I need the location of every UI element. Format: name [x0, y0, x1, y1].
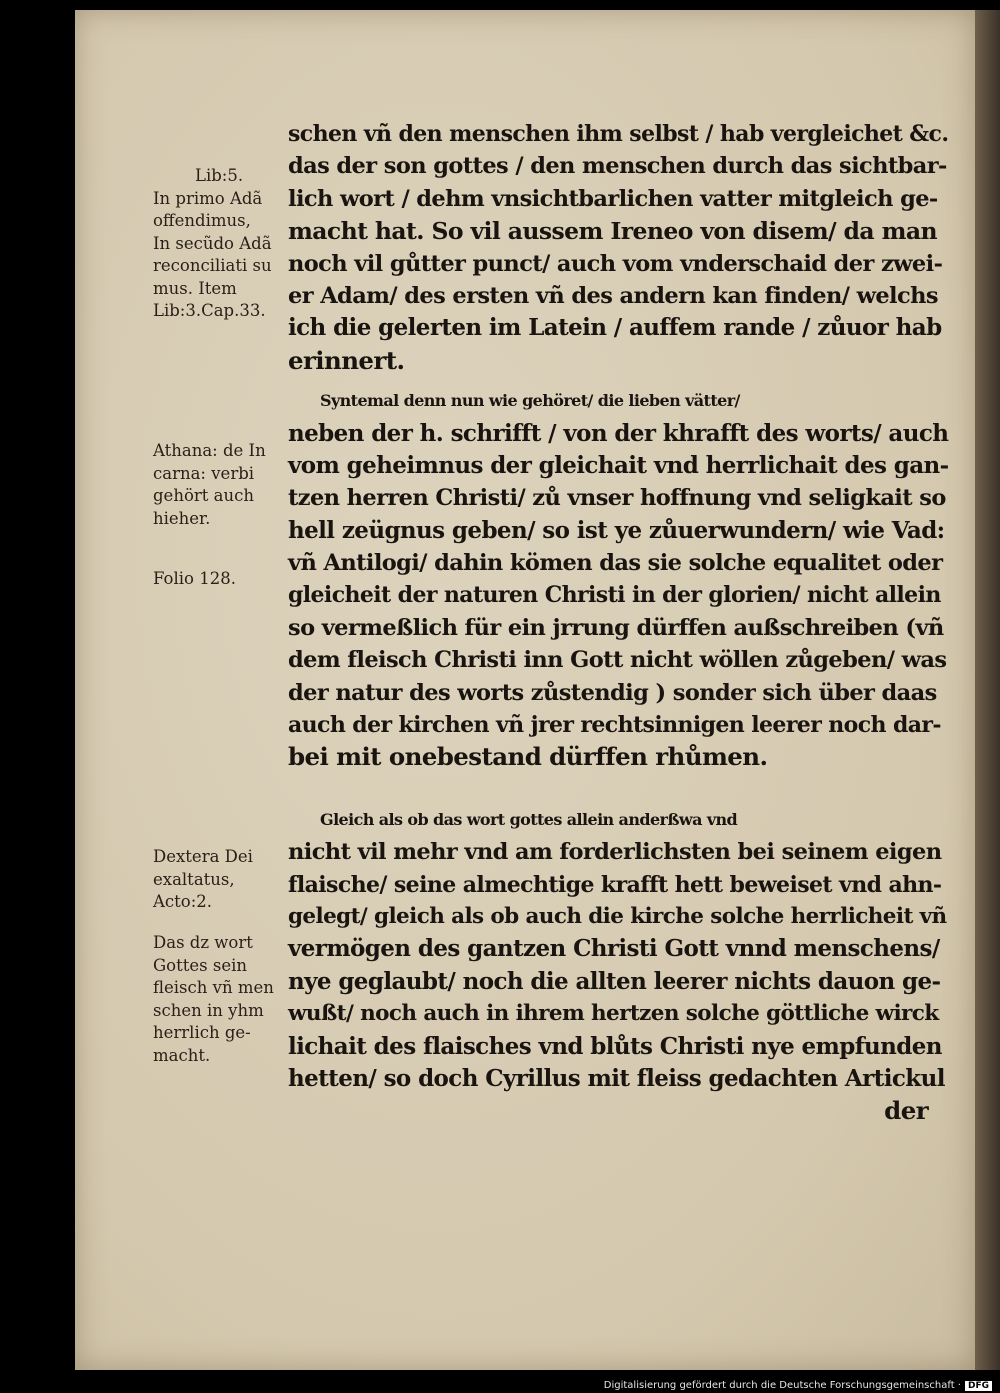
margin-note-3: Folio 128. — [153, 569, 236, 588]
text-line: nicht vil mehr vnd am forderlichsten bei seinem eigen — [288, 839, 942, 866]
text-line: vermögen des gantzen Christi Gott vnnd menschens/ — [288, 935, 940, 963]
margin-note-4: Dextera Dei exaltatus, Acto:2. — [153, 847, 253, 911]
margin-note-5: Das dz wort Gottes sein fleisch vñ men schen in yhm herrlich ge- macht. — [153, 933, 274, 1065]
text-line: bei mit onebestand dürffen rhůmen. — [288, 742, 768, 772]
text-line: gleicheit der naturen Christi in der glorien/ nicht allein — [288, 582, 941, 609]
text-line: gelegt/ gleich als ob auch die kirche solche herrlicheit vñ — [288, 903, 947, 929]
margin-note-2: Athana: de In carna: verbi gehört auch hieher. — [153, 441, 266, 528]
catchword: der — [884, 1096, 928, 1126]
footer — [604, 1380, 992, 1391]
text-line: Syntemal denn nun wie gehöret/ die lieben vätter/ — [320, 391, 740, 411]
text-line: hetten/ so doch Cyrillus mit fleiss gedachten Artickul — [288, 1064, 945, 1092]
footer-text: Digitalisierung gefördert durch die Deutsche Forschungsgemeinschaft · — [603, 1380, 961, 1391]
text-line: vom geheimnus der gleichait vnd herrlichait des gan- — [288, 451, 949, 479]
text-line: neben der h. schrifft / von der khrafft des worts/ auch — [288, 419, 949, 447]
paragraph-3 — [288, 804, 948, 1096]
text-line: hell zeügnus geben/ so ist ye zůuerwundern/ wie Vad: — [288, 516, 945, 544]
text-line: ich die gelerten im Latein / auffem rande / zůuor hab — [288, 314, 942, 342]
text-line: wußt/ noch auch in ihrem hertzen solche göttliche wirck — [288, 1001, 939, 1027]
text-line: das der son gottes / den menschen durch das sichtbar- — [288, 153, 947, 180]
text-line: Gleich als ob das wort gottes allein anderßwa vnd — [320, 809, 738, 829]
text-line: macht hat. So vil aussem Ireneo von disem/ da man — [288, 217, 937, 246]
text-line: tzen herren Christi/ zů vnser hoffnung vnd seligkait so — [288, 485, 946, 512]
text-line: er Adam/ des ersten vñ des andern kan finden/ welchs — [288, 282, 938, 309]
text-line: nye geglaubt/ noch die allten leerer nichts dauon ge- — [288, 967, 941, 995]
text-line: erinnert. — [288, 345, 405, 375]
dfg-logo: DFG — [965, 1381, 992, 1391]
paragraph-1 — [288, 118, 948, 377]
text-line: der natur des worts zůstendig ) sonder sich über daas — [288, 679, 937, 706]
text-line: so vermeßlich für ein jrrung dürffen außschreiben (vñ — [288, 614, 944, 641]
text-line: flaische/ seine almechtige krafft hett beweiset vnd ahn- — [288, 871, 942, 898]
main-text — [288, 118, 948, 1128]
text-line: auch der kirchen vñ jrer rechtsinnigen leerer noch dar- — [288, 712, 941, 739]
text-line: dem fleisch Christi inn Gott nicht wöllen zůgeben/ was — [288, 647, 947, 674]
page-edge — [975, 10, 1000, 1370]
text-line: vñ Antilogi/ dahin kömen das sie solche equalitet oder — [288, 550, 943, 577]
paragraph-2 — [288, 385, 948, 774]
text-line: schen vñ den menschen ihm selbst / hab vergleichet &c. — [288, 121, 949, 147]
text-line: noch vil gůtter punct/ auch vom vnderschaid der zwei- — [288, 250, 943, 277]
text-line: lichait des flaisches vnd blůts Christi nye empfunden — [288, 1032, 942, 1060]
margin-note-1: Lib:5. In primo Adã offendimus, In secũdo Adã reconciliati su mus. Item Lib:3.Cap.33. — [153, 166, 272, 320]
text-line: lich wort / dehm vnsichtbarlichen vatter mitgleich ge- — [288, 185, 938, 212]
